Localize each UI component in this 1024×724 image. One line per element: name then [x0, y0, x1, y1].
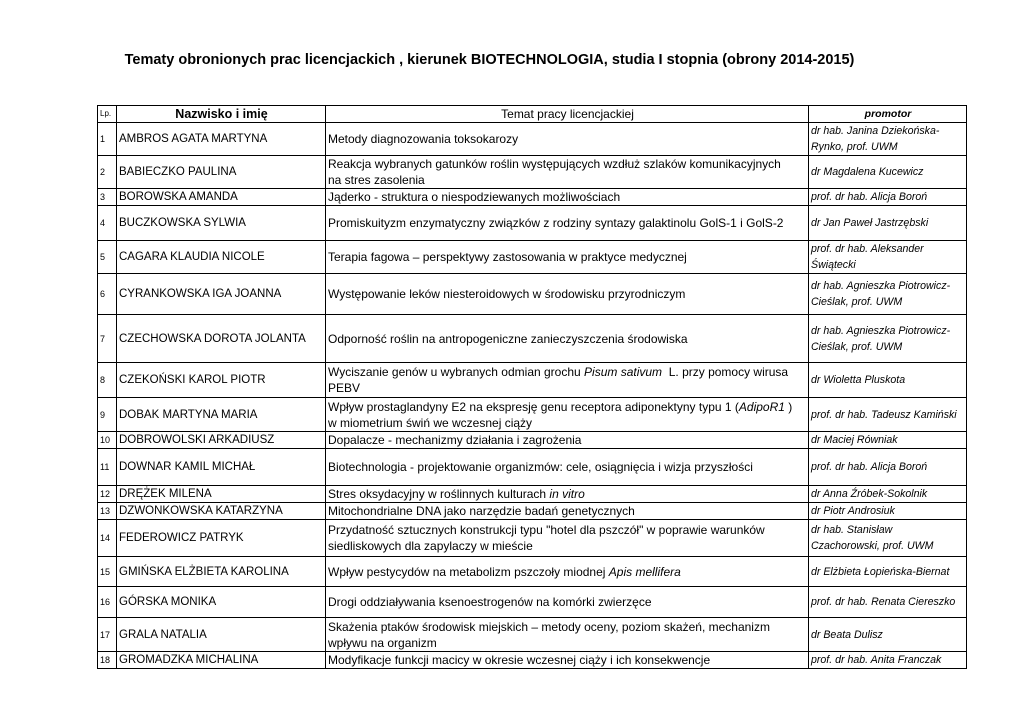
table-row	[98, 587, 967, 618]
row-number: 11	[98, 449, 117, 486]
table-row	[98, 618, 967, 652]
theses-table	[97, 105, 967, 669]
student-name: BOROWSKA AMANDA	[117, 189, 326, 206]
supervisor	[809, 557, 967, 587]
supervisor-line: prof. dr hab. Aleksander	[811, 243, 924, 255]
row-number: 17	[98, 618, 117, 652]
table-row	[98, 156, 967, 189]
row-number: 5	[98, 241, 117, 274]
supervisor	[809, 398, 967, 432]
supervisor-line: Świątecki	[811, 259, 856, 271]
topic-line	[328, 503, 807, 519]
supervisor-line: prof. dr hab. Alicja Boroń	[811, 191, 928, 203]
supervisor	[809, 189, 967, 206]
table-row	[98, 241, 967, 274]
topic-text: Wpływ prostaglandyny E2 na ekspresję genu receptora adiponektyny typu 1 (	[328, 399, 739, 414]
student-name: CZEKOŃSKI KAROL PIOTR	[117, 363, 326, 398]
supervisor-line: dr hab. Agnieszka Piotrowicz-	[811, 324, 951, 337]
topic-line	[328, 652, 807, 668]
topic-italic-text: in vitro	[549, 487, 585, 501]
thesis-topic	[326, 557, 809, 587]
supervisor	[809, 206, 967, 241]
supervisor-line: dr Jan Paweł Jastrzębski	[811, 217, 929, 229]
topic-italic-text: Pisum sativum	[584, 365, 663, 379]
topic-line	[328, 189, 807, 205]
supervisor-line: prof. dr hab. Renata Ciereszko	[811, 596, 956, 608]
header-topic: Temat pracy licencjackiej	[326, 106, 809, 123]
supervisor	[809, 486, 967, 503]
topic-line	[328, 364, 807, 380]
row-number: 10	[98, 432, 117, 449]
supervisor-line: dr Elżbieta Łopieńska-Biernat	[811, 565, 950, 578]
row-number: 16	[98, 587, 117, 618]
theses-table-container	[97, 105, 967, 669]
thesis-topic	[326, 520, 809, 557]
row-number: 6	[98, 274, 117, 315]
supervisor	[809, 241, 967, 274]
thesis-topic	[326, 432, 809, 449]
thesis-topic	[326, 274, 809, 315]
student-name: DZWONKOWSKA KATARZYNA	[117, 503, 326, 520]
topic-text: PEBV	[328, 381, 361, 395]
supervisor-line: dr Wioletta Pluskota	[811, 374, 906, 386]
supervisor-line: dr Beata Dulisz	[811, 628, 883, 641]
supervisor	[809, 315, 967, 363]
topic-line	[328, 380, 807, 396]
supervisor	[809, 363, 967, 398]
row-number: 18	[98, 652, 117, 669]
row-number: 2	[98, 156, 117, 189]
topic-text: Skażenia ptaków środowisk miejskich – metody oceny, poziom skażeń, mechanizm	[328, 619, 770, 634]
supervisor-line: dr hab. Janina Dziekońska-	[811, 125, 940, 137]
topic-text: Przydatność sztucznych konstrukcji typu "hotel dla pszczół" w poprawie warunków	[328, 523, 765, 537]
student-name: CYRANKOWSKA IGA JOANNA	[117, 274, 326, 315]
supervisor	[809, 618, 967, 652]
table-row	[98, 432, 967, 449]
thesis-topic	[326, 449, 809, 486]
table-row	[98, 123, 967, 156]
row-number: 7	[98, 315, 117, 363]
table-row	[98, 520, 967, 557]
topic-line	[328, 399, 807, 415]
thesis-topic	[326, 241, 809, 274]
table-row	[98, 206, 967, 241]
row-number: 8	[98, 363, 117, 398]
student-name: AMBROS AGATA MARTYNA	[117, 123, 326, 156]
student-name: CZECHOWSKA DOROTA JOLANTA	[117, 315, 326, 363]
supervisor	[809, 652, 967, 669]
supervisor	[809, 520, 967, 557]
header-supervisor: promotor	[809, 106, 967, 123]
row-number: 13	[98, 503, 117, 520]
row-number: 12	[98, 486, 117, 503]
topic-line	[328, 172, 807, 188]
supervisor-line: prof. dr hab. Alicja Boroń	[811, 461, 928, 473]
topic-line	[328, 486, 807, 502]
topic-text: Odporność roślin na antropogeniczne zanieczyszczenia środowiska	[328, 331, 688, 346]
student-name: GRALA NATALIA	[117, 618, 326, 652]
topic-line	[328, 635, 807, 651]
thesis-topic	[326, 486, 809, 503]
topic-line	[328, 564, 807, 580]
supervisor-line: Cieślak, prof. UWM	[811, 340, 903, 353]
topic-text: Modyfikacje funkcji macicy w okresie wczesnej ciąży i ich konsekwencje	[328, 653, 711, 667]
topic-text: Stres oksydacyjny w roślinnych kulturach	[328, 487, 550, 501]
row-number: 14	[98, 520, 117, 557]
topic-text: Metody diagnozowania toksokarozy	[328, 132, 519, 146]
supervisor-line: dr hab. Stanisław	[811, 524, 893, 536]
table-row	[98, 315, 967, 363]
supervisor-line: dr Piotr Androsiuk	[811, 505, 895, 517]
row-number: 9	[98, 398, 117, 432]
thesis-topic	[326, 363, 809, 398]
topic-line	[328, 619, 807, 635]
supervisor	[809, 123, 967, 156]
table-row	[98, 652, 967, 669]
page-title: Tematy obronionych prac licencjackich , kierunek BIOTECHNOLOGIA, studia I stopnia (obrony 2014-2015)	[124, 52, 855, 68]
thesis-topic	[326, 652, 809, 669]
student-name: DOWNAR KAMIL MICHAŁ	[117, 449, 326, 486]
topic-text: Występowanie leków niesteroidowych w środowisku przyrodniczym	[328, 287, 686, 301]
supervisor	[809, 503, 967, 520]
topic-line	[328, 432, 807, 448]
topic-text: wpływu na organizm	[328, 635, 437, 650]
topic-line	[328, 594, 807, 610]
thesis-topic	[326, 618, 809, 652]
topic-line	[328, 331, 807, 347]
topic-italic-text: AdipoR1	[738, 399, 785, 414]
thesis-topic	[326, 315, 809, 363]
supervisor	[809, 587, 967, 618]
topic-line	[328, 156, 807, 172]
row-number: 4	[98, 206, 117, 241]
topic-text: na stres zasolenia	[328, 173, 425, 187]
topic-text: w miometrium świń we wczesnej ciąży	[328, 415, 533, 430]
thesis-topic	[326, 123, 809, 156]
topic-text: Promiskuityzm enzymatyczny związków z rodziny syntazy galaktinolu GolS-1 i GolS-2	[328, 216, 784, 230]
supervisor-line: dr Maciej Równiak	[811, 434, 898, 446]
topic-line	[328, 286, 807, 302]
topic-line	[328, 522, 807, 538]
student-name: FEDEROWICZ PATRYK	[117, 520, 326, 557]
topic-line	[328, 538, 807, 554]
table-row	[98, 486, 967, 503]
table-row	[98, 189, 967, 206]
table-row	[98, 557, 967, 587]
thesis-topic	[326, 206, 809, 241]
supervisor-line: dr Magdalena Kucewicz	[811, 166, 924, 178]
topic-text: Wyciszanie genów u wybranych odmian grochu	[328, 365, 585, 379]
topic-line	[328, 215, 807, 231]
thesis-topic	[326, 156, 809, 189]
supervisor	[809, 449, 967, 486]
table-body	[98, 123, 967, 669]
supervisor-line: dr Anna Źróbek-Sokolnik	[811, 488, 928, 500]
student-name: DOBROWOLSKI ARKADIUSZ	[117, 432, 326, 449]
table-header-row	[98, 106, 967, 123]
topic-text: Reakcja wybranych gatunków roślin występujących wzdłuż szlaków komunikacyjnych	[328, 157, 781, 171]
supervisor-line: dr hab. Agnieszka Piotrowicz-	[811, 280, 951, 292]
supervisor-line: Rynko, prof. UWM	[811, 141, 898, 153]
table-row	[98, 398, 967, 432]
table-row	[98, 363, 967, 398]
topic-line	[328, 415, 807, 431]
topic-line	[328, 459, 807, 475]
student-name: GROMADZKA MICHALINA	[117, 652, 326, 669]
student-name: DRĘŻEK MILENA	[117, 486, 326, 503]
thesis-topic	[326, 398, 809, 432]
topic-text: Wpływ pestycydów na metabolizm pszczoły miodnej	[328, 564, 609, 579]
supervisor-line: Cieślak, prof. UWM	[811, 296, 903, 308]
topic-text: L. przy pomocy wirusa	[662, 365, 789, 379]
topic-text: siedliskowych dla zapylaczy w mieście	[328, 539, 533, 553]
topic-text: Dopalacze - mechanizmy działania i zagrożenia	[328, 433, 582, 447]
topic-text: Drogi oddziaływania ksenoestrogenów na komórki zwierzęce	[328, 595, 652, 609]
topic-text: Mitochondrialne DNA jako narzędzie badań genetycznych	[328, 504, 635, 518]
supervisor	[809, 432, 967, 449]
topic-text: Terapia fagowa – perspektywy zastosowania w praktyce medycznej	[328, 250, 687, 264]
supervisor-line: Czachorowski, prof. UWM	[811, 540, 934, 552]
topic-italic-text: Apis mellifera	[608, 564, 681, 579]
topic-line	[328, 131, 807, 147]
student-name: GÓRSKA MONIKA	[117, 587, 326, 618]
table-row	[98, 503, 967, 520]
topic-text: Jąderko - struktura o niespodziewanych możliwościach	[328, 190, 621, 204]
row-number: 3	[98, 189, 117, 206]
topic-line	[328, 249, 807, 265]
supervisor-line: prof. dr hab. Anita Franczak	[811, 654, 942, 666]
row-number: 15	[98, 557, 117, 587]
thesis-topic	[326, 503, 809, 520]
topic-text: )	[784, 399, 793, 414]
table-row	[98, 274, 967, 315]
supervisor	[809, 274, 967, 315]
student-name: CAGARA KLAUDIA NICOLE	[117, 241, 326, 274]
topic-text: Biotechnologia - projektowanie organizmów: cele, osiągnięcia i wizja przyszłości	[328, 460, 753, 474]
thesis-topic	[326, 587, 809, 618]
header-lp: Lp.	[98, 106, 117, 123]
row-number: 1	[98, 123, 117, 156]
table-row	[98, 449, 967, 486]
supervisor	[809, 156, 967, 189]
thesis-topic	[326, 189, 809, 206]
student-name: BABIECZKO PAULINA	[117, 156, 326, 189]
student-name: DOBAK MARTYNA MARIA	[117, 398, 326, 432]
student-name: GMIŃSKA ELŻBIETA KAROLINA	[117, 557, 326, 587]
supervisor-line: prof. dr hab. Tadeusz Kamiński	[811, 408, 957, 421]
student-name: BUCZKOWSKA SYLWIA	[117, 206, 326, 241]
header-name: Nazwisko i imię	[117, 106, 326, 123]
